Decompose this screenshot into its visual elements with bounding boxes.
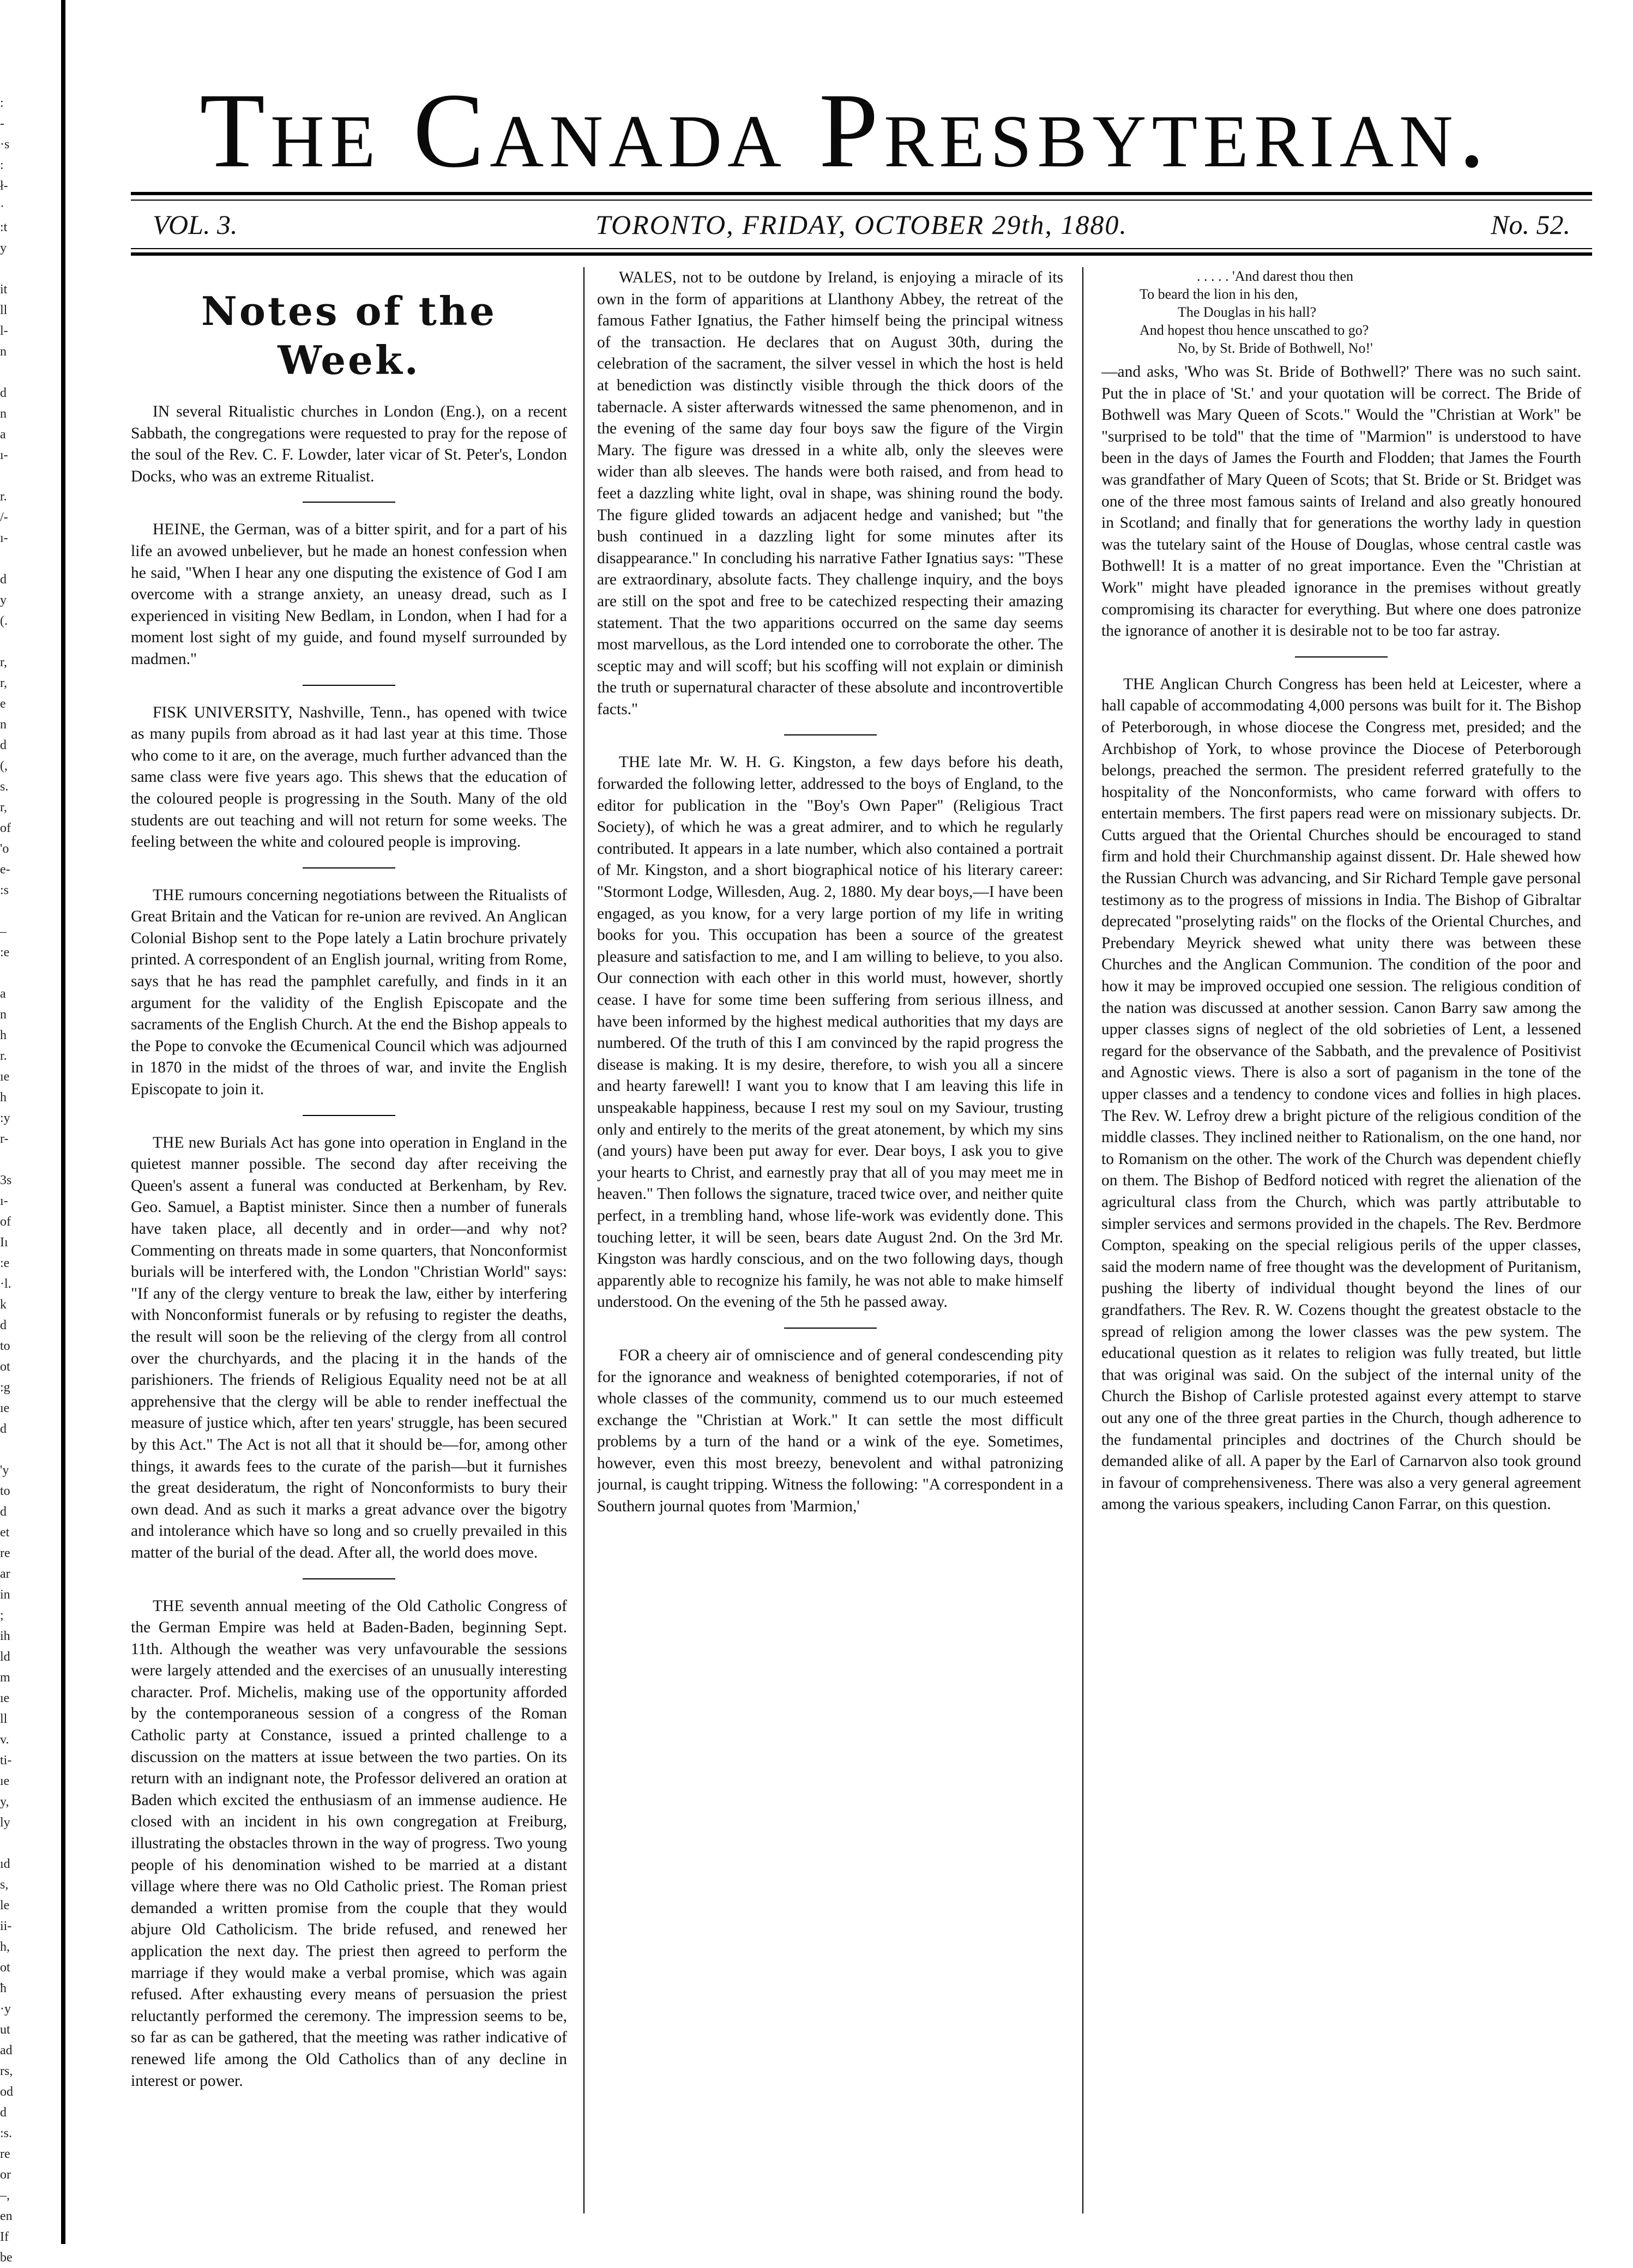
margin-fragment: n — [0, 1008, 7, 1022]
margin-fragment: /- — [0, 510, 8, 524]
margin-fragment: k — [0, 1298, 7, 1312]
margin-fragment — [0, 466, 44, 486]
margin-fragment: :g — [0, 1380, 10, 1395]
margin-fragment: r, — [0, 676, 8, 690]
margin-fragment: y — [0, 241, 7, 255]
article-separator — [303, 502, 395, 503]
margin-fragment: re — [0, 1546, 10, 1560]
margin-fragment: :s. — [0, 2126, 13, 2140]
article-paragraph: FISK UNIVERSITY, Nashville, Tenn., has opened with twice as many pupils from abroad as it had last year at this time. Those who come to it are, on the average, much further advanced than the same class were five years ago. This shews that the education of the coloured people is progressing in the South. Many of the old students are out teaching and will not return for some weeks. The feeling between the white and coloured people is improving. — [131, 703, 567, 851]
margin-fragment: :e — [0, 1256, 10, 1270]
margin-fragment: to — [0, 1484, 10, 1498]
poem-line: No, by St. Bride of Bothwell, No!' — [1178, 340, 1373, 356]
margin-fragment: ıe — [0, 1774, 10, 1788]
margin-fragment: en — [0, 2209, 13, 2223]
margin-fragment: be — [0, 2251, 13, 2265]
column-2 — [597, 267, 1063, 2224]
margin-fragment: ot — [0, 1360, 10, 1374]
binding-edge-rule — [61, 0, 65, 2244]
margin-fragment: d — [0, 1422, 7, 1436]
margin-fragment: :e — [0, 945, 10, 960]
margin-fragment: (. — [0, 614, 8, 628]
margin-fragment: : — [0, 158, 4, 172]
margin-fragment: ad — [0, 2043, 13, 2058]
margin-fragment: ł- — [0, 179, 8, 193]
margin-fragment: h, — [0, 1940, 10, 1954]
margin-fragment — [0, 1149, 44, 1170]
article-paragraph: THE seventh annual meeting of the Old Catholic Congress of the German Empire was held at Baden-Baden, beginning Sept. 11th. Although the weather was very unfavourable the sessions were largely attended and the exercises of an unusually interesting character. Prof. Michelis, making use of the opportunity afforded by the contemporaneous session of a congress of the Roman Catholic party at Constance, issued a printed challenge to a discussion on the matters at issue between the two parties. On its return with an indignant note, the Professor delivered an oration at Baden which excited the enthusiasm of an immense audience. He closed with an incident in his own congregation at Freiburg, illustrating the obstacles thrown in the way of progress. Two young people of his denomination wished to be married at a distant village where there was no Old Catholic priest. The Roman priest demanded a written promise from the couple that they would abjure Old Catholicism. The bride refused, and renewed her application the next day. The priest then agreed to perform the marriage if they would make a verbal promise, which was again refused. After exhausting every means of persuasion the priest reluctantly performed the ceremony. The impression seems to be, so far as can be gathered, that the meeting was rather indicative of renewed life among the Old Catholics than of any decline in interest or power. — [131, 1597, 567, 2090]
margin-fragment: d — [0, 738, 7, 752]
margin-fragment: l- — [0, 324, 8, 338]
margin-fragment: or — [0, 2168, 11, 2182]
margin-fragment: –, — [0, 2188, 10, 2203]
poem-line: The Douglas in his hall? — [1178, 304, 1317, 320]
article-paragraph: FOR a cheery air of omniscience and of general condescending pity for the ignorance and weakness of benighted cotemporaries, if not of whole classes of the community, commend us to our much esteemed exchange the "Christian at Work." It can settle the most difficult problems by a turn of the hand or a wink of the eye. Sometimes, however, even this most breezy, benevolent and withal patronizing journal, is caught tripping. Witness the following: "A correspondent in a Southern journal quotes from 'Marmion,' — [597, 1346, 1063, 1516]
margin-fragment: ti- — [0, 1753, 12, 1768]
margin-fragment: ll — [0, 1712, 8, 1726]
article-paragraph: THE late Mr. W. H. G. Kingston, a few days before his death, forwarded the following letter, addressed to the boys of England, to the editor for publication in the "Boy's Own Paper" (Religious Tract Society), of which he was a great admirer, and to which he regularly contributed. It appears in a late number, which also contained a portrait of Mr. Kingston, and a short biographical notice of his literary career: "Stormont Lodge, Willesden, Aug. 2, 1880. My dear boys,—I have been engaged, as you know, for a very large portion of my life in writing books for you. This occupation has been a source of the greatest pleasure and satisfaction to me, and I am willing to believe, to you also. Our connection with each other in this world must, however, shortly cease. I have for some time been suffering from serious illness, and have been informed by the highest medical authorities that my days are numbered. Of the truth of this I am convinced by the rapid progress the disease is making. It is my desire, therefore, to wish you all a sincere and hearty farewell! I want you to know that I am leaving this life in unspeakable happiness, because I rest my soul on my Saviour, trusting only and entirely to the merits of the great atonement, by which my sins (and yours) have been put away for ever. Dear boys, I ask you to give your hearts to Christ, and earnestly pray that all of you may meet me in heaven." Then follows the signature, traced twice over, and neither quite perfect, in a trembling hand, whose life-work was evidently done. This touching letter, it will be seen, bears date August 2nd. On the 3rd Mr. Kingston was hardly conscious, and on the two following days, though apparently able to recognize his family, he was not able to make himself understood. On the evening of the 5th he passed away. — [597, 753, 1063, 1311]
article-paragraph: THE rumours concerning negotiations between the Ritualists of Great Britain and the Vatican for re-union are revived. An Anglican Colonial Bishop sent to the Pope lately a Latin brochure privately printed. A correspondent of an English journal, writing from Rome, says that he has read the pamphlet carefully, and finds in it an argument for the validity of the English Episcopate and the sacraments of the English Church. At the end the Bishop appeals to the Pope to convoke the Œcumenical Council which was adjourned in 1870 in the midst of the throes of war, and invite the English Episcopate to join it. — [131, 886, 567, 1099]
margin-fragment: :s — [0, 883, 9, 897]
margin-fragment: it — [0, 282, 8, 297]
margin-fragment: od — [0, 2085, 13, 2099]
margin-fragment: If — [0, 2230, 9, 2244]
margin-fragment: ı- — [0, 448, 8, 462]
margin-fragment: ly — [0, 1815, 10, 1830]
margin-fragment: h — [0, 1090, 7, 1105]
issue-date: TORONTO, FRIDAY, OCTOBER 29th, 1880. — [595, 209, 1128, 240]
margin-fragment: ; — [0, 1608, 4, 1622]
margin-fragment — [0, 362, 44, 383]
margin-fragment: - — [0, 117, 4, 131]
margin-fragment: of — [0, 1215, 11, 1229]
column-divider — [583, 267, 584, 2213]
margin-fragment: y, — [0, 1795, 9, 1809]
margin-fragment: – — [0, 925, 7, 939]
margin-fragment: n — [0, 717, 7, 732]
margin-fragment: m — [0, 1670, 10, 1685]
margin-fragment: ıe — [0, 1691, 10, 1705]
article-paragraph: —and asks, 'Who was St. Bride of Bothwell?' There was no such saint. Put the in place of 'St.' and your quotation will be correct. The Bride of Bothwell was Mary Queen of Scots." Would the "Christian at Work" be "surprised to be told" that the time of "Marmion" is understood to have been in the days of James the Fourth and Flodden; that James the Fourth was grandfather of Mary Queen of Scots; that St. Bride or St. Bridget was one of the three most famous saints of Ireland and also greatly honoured in Scotland; and finally that for generations the worthy lady in question was the tutelary saint of the House of Douglas, whose central castle was Bothwell! It is a matter of no great importance. Even the "Christian at Work" might have pleaded ignorance in the premises without greatly compromising its character for everything. But where one does patronize the ignorance of another it is desirable not to be too far astray. — [1101, 363, 1581, 640]
article-separator — [1295, 656, 1388, 658]
column-1 — [131, 267, 567, 2224]
masthead-rule — [131, 200, 1592, 201]
article-separator — [303, 867, 395, 868]
margin-fragment: ·l. — [0, 1277, 11, 1291]
article-separator — [784, 734, 877, 735]
volume-number: VOL. 3. — [153, 209, 238, 240]
margin-fragment: of — [0, 821, 11, 835]
margin-fragment: d — [0, 386, 7, 400]
margin-fragment: (, — [0, 759, 8, 773]
margin-fragment: ıd — [0, 1857, 10, 1871]
margin-fragment: : — [0, 96, 4, 110]
margin-fragment: · — [0, 200, 4, 214]
margin-fragment — [0, 1439, 44, 1460]
margin-fragment: ıe — [0, 1401, 10, 1415]
margin-fragment: :y — [0, 1111, 10, 1125]
margin-fragment: et — [0, 1525, 10, 1540]
article-separator — [784, 1328, 877, 1329]
margin-fragment: d — [0, 2106, 7, 2120]
margin-fragment: ·y — [0, 2002, 11, 2016]
masthead-rule — [131, 192, 1592, 195]
margin-fragment: r. — [0, 1049, 7, 1063]
margin-fragment — [0, 258, 44, 279]
article-separator — [303, 685, 395, 686]
article-separator — [303, 1578, 395, 1579]
margin-fragment: ll — [0, 303, 8, 317]
margin-fragment: r, — [0, 800, 8, 815]
margin-fragment: 'y — [0, 1463, 9, 1477]
margin-fragment: v. — [0, 1733, 9, 1747]
margin-fragment: ı- — [0, 1194, 8, 1208]
margin-fragment: s, — [0, 1878, 9, 1892]
margin-fragment: r- — [0, 1132, 9, 1146]
margin-fragment: y — [0, 593, 7, 607]
poem-line: And hopest thou hence unscathed to go? — [1140, 322, 1369, 338]
margin-fragment: r, — [0, 655, 8, 669]
margin-fragment: a — [0, 987, 6, 1001]
article-separator — [303, 1115, 395, 1116]
margin-fragment: r. — [0, 490, 7, 504]
margin-fragment: 3s — [0, 1173, 12, 1187]
margin-fragment: in — [0, 1588, 10, 1602]
margin-fragment: le — [0, 1898, 10, 1913]
margin-fragment: ħ — [0, 1981, 7, 1995]
margin-fragment: ıe — [0, 1070, 10, 1084]
margin-fragment: d — [0, 572, 7, 587]
margin-fragment: d — [0, 1318, 7, 1332]
margin-fragment: 'o — [0, 842, 9, 856]
margin-fragment: e- — [0, 862, 10, 877]
issue-number: No. 52. — [1491, 209, 1570, 240]
margin-fragment: ·s — [0, 137, 10, 152]
margin-fragment: h — [0, 1028, 7, 1042]
article-paragraph: THE new Burials Act has gone into operation in England in the quietest manner possible. The second day after receiving the Queen's assent a funeral was conducted at Berkenham, by Rev. Geo. Samuel, a Baptist minister. Since then a number of funerals have taken place, all decently and in order—and why not? Commenting on threats made in some quarters, that Nonconformist burials will be interfered with, the London "Christian World" says: "If any of the clergy venture to break the law, either by interfering with Nonconformist funerals or by refusing to register the deaths, the result will soon be the relieving of the clergy from all control over the churchyards, and the placing it in the hands of the parishioners. The friends of Religious Equality need not be at all apprehensive that the clergy will be able to render ineffectual the measure of justice which, after ten years' struggle, has been secured by this Act." The Act is not all that it should be—for, among other things, it awards fees to the curate of the parish—but it furnishes the great desideratum, the right of Nonconformists to bury their own dead. And as such it marks a great advance over the bigotry and intolerance which have so long and so cruelly prevailed in this matter of the burial of the dead. After all, the world does move. — [131, 1133, 567, 1561]
article-paragraph: THE Anglican Church Congress has been held at Leicester, where a hall capable of accommodating 4,000 persons was built for it. The Bishop of Peterborough, in whose diocese the Congress met, presided; and the Archbishop of York, to whose province the Diocese of Peterborough belongs, preached the sermon. The president referred gratefully to the hospitality of the Nonconformists, who came forward with offers to entertain members. The first papers read were on missionary subjects. Dr. Cutts argued that the Oriental Churches should be encouraged to stand firm and hold their Churchmanship against dissent. Dr. Hale shewed how the Russian Church was advancing, and Sir Richard Temple gave personal testimony as to the progress of missions in India. The Bishop of Gibraltar deprecated "proselyting raids" on the flocks of the Oriental Churches, and Prebendary Meyrick shewed what unity there was between these Churches and the Anglican Communion. The condition of the poor and how it may be improved occupied one session. The religious condition of the nation was discussed at another session. Canon Barry saw among the upper classes signs of neglect of the old sobrieties of Lent, a lessened regard for the observance of the Sabbath, and the prevalence of Positivist and Agnostic views. There is also a sort of paganism in the tone of the upper classes and a tendency to condone vices and follies in high places. The Rev. W. Lefroy drew a bright picture of the religious condition of the middle classes. They inclined neither to Rationalism, on the one hand, nor to Romanism on the other. The work of the Church was dependent chiefly on them. The Bishop of Bedford noticed with regret the alienation of the agricultural class from the Church, which was partly attributable to simpler services and sermons provided in the chapels. The Rev. Berdmore Compton, speaking on the special religious perils of the upper classes, said the modern name of free thought was the development of Puritanism, pushing the liberty of individual thought beyond the lines of our grandfathers. The Rev. R. W. Cozens thought the greatest obstacle to the spread of religion among the lower classes was the pew system. The educational question as it relates to religion was fully treated, but little that was original was said. On the subject of the internal unity of the Church the Bishop of Carlisle protested against every attempt to starve out any one of the three great parties in the Church, though adherence to the fundamental principles and doctrines of the Church should be demanded alike of all. A paper by the Earl of Carnarvon also took ground in favour of comprehensiveness. There was also a very general agreement among the various speakers, including Canon Farrar, on this question. — [1101, 675, 1581, 1513]
article-paragraph: WALES, not to be outdone by Ireland, is enjoying a miracle of its own in the form of apparitions at Llanthony Abbey, the retreat of the famous Father Ignatius, the Father himself being the principal witness of the transaction. He declares that on August 30th, during the celebration of the sacrament, the silver vessel in which the host is held at benediction was distinctly visible through the thick doors of the tabernacle. A sister afterwards witnessed the same phenomenon, and in the evening of the same day four boys saw the figure of the Virgin Mary. The figure was dressed in a white alb, only the sleeves were wider than alb sleeves. The hands were both raised, and from head to feet a dazzling white light, oval in shape, was shining round the body. The figure glided towards an adjacent hedge and vanished; but "the bush continued in a dazzling light for some minutes after its disappearance." In concluding his narrative Father Ignatius says: "These are extraordinary, absolute facts. They challenge inquiry, and the boys are still on the spot and free to be catechized respecting their amazing statement. That the two apparitions occurred on the same day seems most marvellous, as the Lord intended one to corroborate the other. The sceptic may and will scoff; but his scoffing will not explain or diminish the truth or supernatural character of these absolute and incontrovertible facts." — [597, 269, 1063, 718]
margin-fragment: d — [0, 1505, 7, 1519]
poem-line: . . . . . 'And darest thou then — [1197, 268, 1354, 284]
margin-fragment: s. — [0, 780, 9, 794]
margin-fragment: ih — [0, 1629, 10, 1643]
column-3 — [1101, 267, 1581, 2224]
margin-fragment: re — [0, 2147, 10, 2161]
margin-fragment: to — [0, 1339, 10, 1353]
poem-line: To beard the lion in his den, — [1140, 286, 1298, 302]
issue-line — [136, 205, 1587, 244]
margin-fragment: rs, — [0, 2064, 13, 2078]
issue-rule — [131, 248, 1592, 249]
margin-fragment — [0, 631, 44, 652]
margin-fragment: ot — [0, 1961, 10, 1975]
poem-quotation — [1101, 267, 1581, 357]
article-paragraph: IN several Ritualistic churches in London (Eng.), on a recent Sabbath, the congregations were requested to pray for the repose of the soul of the Rev. C. F. Lowder, later vicar of St. Peter's, London Docks, who was an extreme Ritualist. — [131, 403, 567, 485]
column-divider — [1082, 267, 1083, 2213]
margin-fragment — [0, 901, 44, 921]
margin-fragment: n — [0, 345, 7, 359]
issue-rule — [131, 252, 1592, 256]
adjacent-page-fragments — [0, 93, 44, 2265]
article-paragraph: HEINE, the German, was of a bitter spirit, and for a part of his life an avowed unbeliever, but he made an honest confession when he said, "When I hear any one disputing the existence of God I am overcome with a strange anxiety, an uneasy dread, such as I experienced in visiting New Bedlam, in London, when I had for a moment lost sight of my guide, and found myself surrounded by madmen." — [131, 521, 567, 668]
margin-fragment: a — [0, 427, 6, 442]
margin-fragment: ii- — [0, 1919, 12, 1933]
margin-fragment — [0, 1833, 44, 1854]
margin-fragment: ut — [0, 2023, 10, 2037]
margin-fragment: Iı — [0, 1235, 8, 1250]
margin-fragment: e — [0, 697, 6, 711]
margin-fragment: n — [0, 407, 7, 421]
margin-fragment: ı- — [0, 531, 8, 545]
masthead-title: The Canada Presbyterian. — [200, 71, 1491, 190]
margin-fragment: ar — [0, 1567, 10, 1581]
margin-fragment — [0, 548, 44, 569]
margin-fragment: ld — [0, 1650, 10, 1664]
margin-fragment: :t — [0, 220, 8, 234]
margin-fragment — [0, 963, 44, 984]
section-heading: Notes of the Week. — [201, 288, 497, 383]
